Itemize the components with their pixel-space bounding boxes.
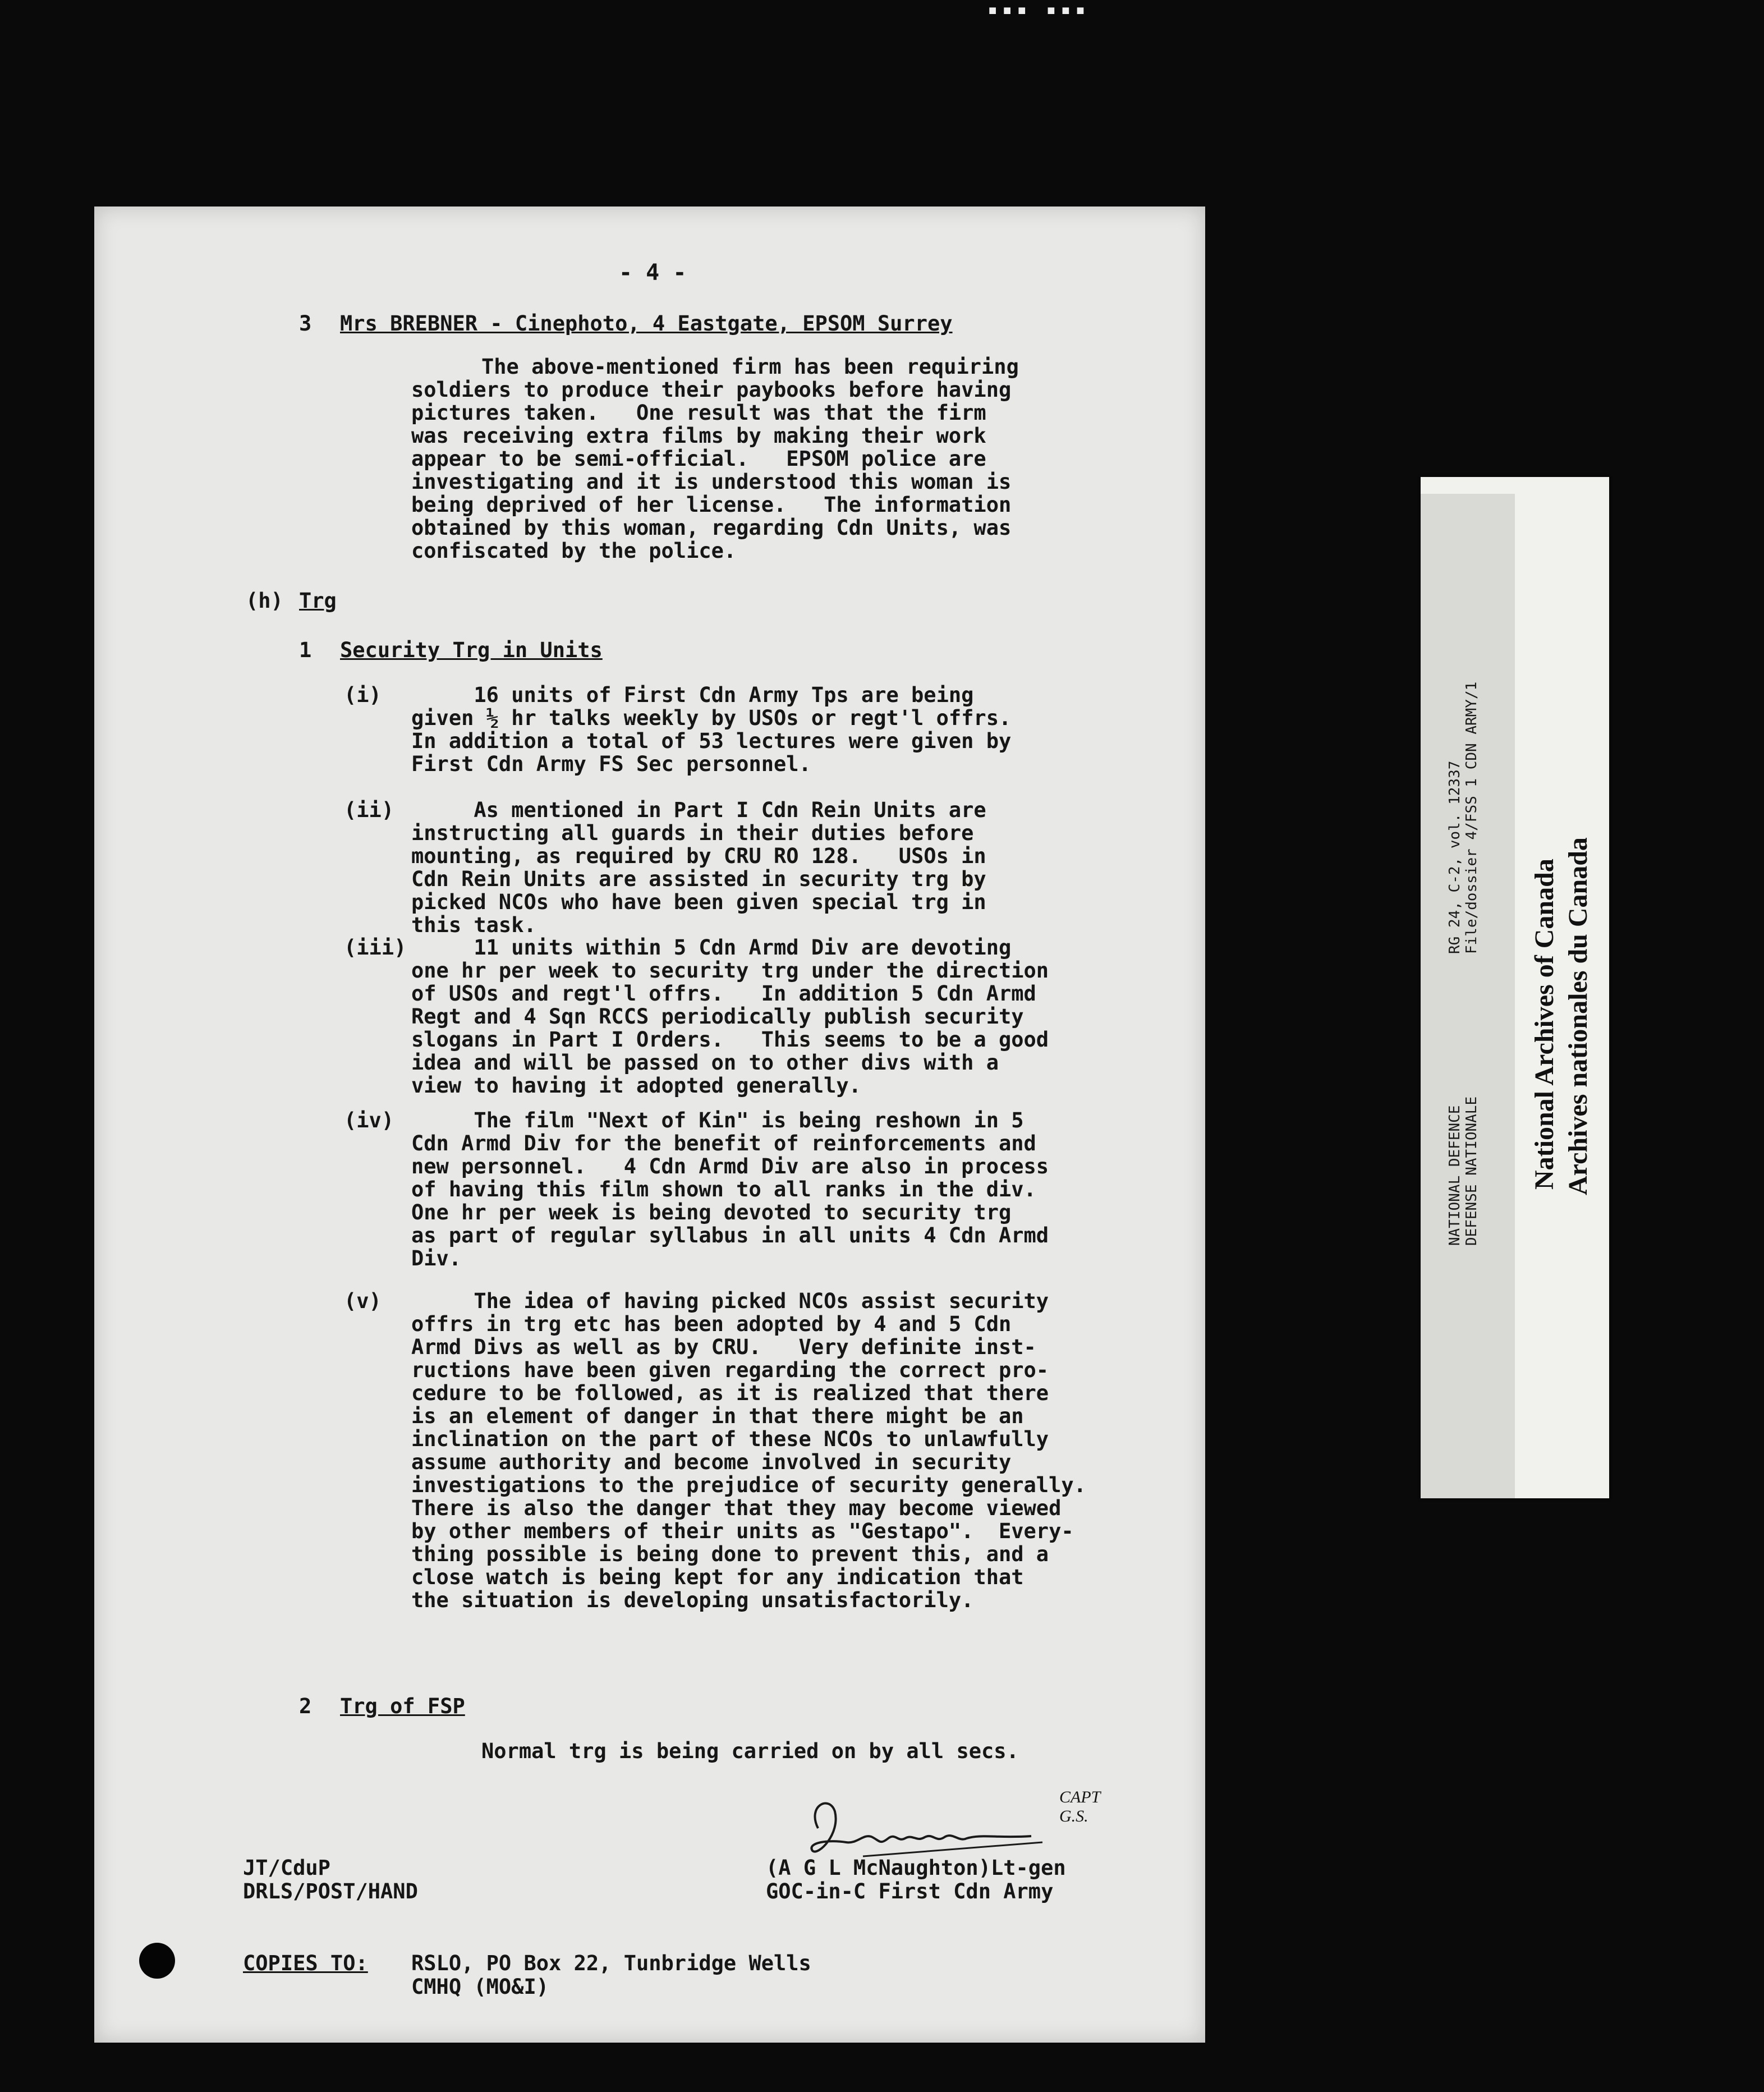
trg-item-line: One hr per week is being devoted to security trg: [411, 1200, 1012, 1224]
trg-item-line: as part of regular syllabus in all units 4 Cdn Armd: [411, 1223, 1049, 1247]
trg-item-line: of having this film shown to all ranks in the div.: [411, 1177, 1036, 1201]
trg-item-line: inclination on the part of these NCOs to unlawfully: [411, 1427, 1049, 1451]
copies-to-line-2: CMHQ (MO&I): [411, 1975, 549, 1999]
trg-item-line: cedure to be followed, as it is realized that there: [411, 1381, 1049, 1405]
trg-item-line: 16 units of First Cdn Army Tps are being: [411, 683, 974, 707]
trg-item-line: The idea of having picked NCOs assist security: [411, 1289, 1049, 1313]
trg-item-line: is an element of danger in that there might be an: [411, 1404, 1024, 1428]
trg-item-number: (i): [344, 683, 382, 707]
trg-item-line: In addition a total of 53 lectures were given by: [411, 729, 1012, 753]
archive-dept-line-2: DEFENSE NATIONALE: [1463, 1096, 1480, 1246]
trg-item-line: idea and will be passed on to other divs with a: [411, 1050, 999, 1075]
trg-item-line: Armd Divs as well as by CRU. Very definite inst-: [411, 1335, 1036, 1359]
section-h-label: (h): [246, 589, 283, 613]
section-3-number: 3: [299, 311, 312, 336]
section-3-body: [411, 355, 1019, 562]
archive-tab-strip: [1421, 494, 1515, 1498]
trg-item-line: given ½ hr talks weekly by USOs or regt'l offrs.: [411, 706, 1012, 730]
trg-item-line: the situation is developing unsatisfactorily.: [411, 1588, 974, 1612]
section-3-body-line: was receiving extra films by making their work: [411, 424, 986, 448]
archive-name-english: National Archives of Canada: [1529, 859, 1559, 1190]
trg-item-line: assume authority and become involved in security: [411, 1450, 1012, 1474]
signature-name-line: (A G L McNaughton)Lt-gen: [766, 1856, 1066, 1880]
signature-handwritten-title: CAPT G.S.: [1059, 1788, 1100, 1825]
section-3-body-line: investigating and it is understood this woman is: [411, 470, 1012, 494]
trg-item-line: There is also the danger that they may become viewed: [411, 1496, 1062, 1520]
archive-ref-line-2: File/dossier 4/FSS 1 CDN ARMY/1: [1463, 681, 1480, 954]
reference-dispatch: DRLS/POST/HAND: [243, 1879, 418, 1903]
trg-item-line: thing possible is being done to prevent this, and a: [411, 1542, 1049, 1566]
page-number: - 4 -: [619, 260, 687, 286]
document-page: [94, 207, 1205, 2043]
archive-name-french: Archives nationales du Canada: [1563, 837, 1593, 1195]
section-3-body-line: appear to be semi-official. EPSOM police are: [411, 447, 986, 471]
trg-item-line: investigations to the prejudice of security generally.: [411, 1473, 1086, 1497]
trg-item-line: As mentioned in Part I Cdn Rein Units are: [411, 798, 986, 822]
section-3-body-line: pictures taken. One result was that the firm: [411, 401, 986, 425]
trg-item-line: ructions have been given regarding the correct pro-: [411, 1358, 1049, 1382]
trg-item-body: [411, 936, 1049, 1097]
section-h-heading: Trg: [299, 589, 337, 613]
trg-item-body: [411, 683, 1011, 776]
subsection-2-heading: Trg of FSP: [340, 1694, 465, 1718]
trg-item-number: (iii): [344, 935, 407, 960]
subsection-2-number: 2: [299, 1694, 312, 1718]
section-3-body-line: confiscated by the police.: [411, 539, 737, 563]
trg-item-line: close watch is being kept for any indication that: [411, 1565, 1024, 1589]
copies-to-line-1: RSLO, PO Box 22, Tunbridge Wells: [411, 1951, 811, 1975]
trg-item-line: Div.: [411, 1246, 462, 1270]
trg-item-line: Cdn Armd Div for the benefit of reinforcements and: [411, 1131, 1036, 1155]
section-3-body-line: The above-mentioned firm has been requiring: [481, 355, 1019, 379]
trg-item-line: mounting, as required by CRU RO 128. USOs in: [411, 844, 986, 868]
top-edge-marks: ▪▪▪ ▪▪▪: [987, 0, 1090, 20]
punch-hole: [139, 1943, 175, 1979]
trg-item-line: First Cdn Army FS Sec personnel.: [411, 752, 811, 776]
trg-item-line: The film "Next of Kin" is being reshown in 5: [411, 1108, 1024, 1132]
section-3-heading: Mrs BREBNER - Cinephoto, 4 Eastgate, EPSOM Surrey: [340, 311, 953, 336]
trg-item-line: by other members of their units as "Gestapo". Every-: [411, 1519, 1074, 1543]
trg-item-body: [411, 1290, 1086, 1612]
trg-item-line: offrs in trg etc has been adopted by 4 and 5 Cdn: [411, 1312, 1012, 1336]
subsection-1-heading: Security Trg in Units: [340, 638, 603, 662]
trg-item-line: of USOs and regt'l offrs. In addition 5 Cdn Armd: [411, 981, 1036, 1006]
trg-item-line: Regt and 4 Sqn RCCS periodically publish security: [411, 1004, 1024, 1029]
trg-item-line: this task.: [411, 913, 536, 937]
archive-ref-line-1: RG 24, C-2, vol. 12337: [1446, 760, 1463, 954]
trg-item-line: Cdn Rein Units are assisted in security trg by: [411, 867, 986, 891]
archive-dept-line-1: NATIONAL DEFENCE: [1446, 1105, 1463, 1246]
section-3-body-line: soldiers to produce their paybooks before having: [411, 378, 1012, 402]
reference-initials: JT/CduP: [243, 1856, 330, 1880]
section-3-body-line: obtained by this woman, regarding Cdn Units, was: [411, 516, 1012, 540]
trg-item-body: [411, 1109, 1049, 1270]
trg-item-line: picked NCOs who have been given special trg in: [411, 890, 986, 914]
signature-title-line: GOC-in-C First Cdn Army: [766, 1879, 1054, 1903]
trg-item-number: (iv): [344, 1108, 394, 1132]
trg-item-number: (v): [344, 1289, 382, 1313]
subsection-2-body: Normal trg is being carried on by all secs.: [481, 1739, 1019, 1763]
trg-item-line: instructing all guards in their duties before: [411, 821, 974, 845]
trg-item-line: new personnel. 4 Cdn Armd Div are also in process: [411, 1154, 1049, 1178]
trg-item-body: [411, 799, 986, 937]
copies-to-label: COPIES TO:: [243, 1951, 368, 1975]
trg-item-line: slogans in Part I Orders. This seems to be a good: [411, 1027, 1049, 1052]
trg-item-line: 11 units within 5 Cdn Armd Div are devoting: [411, 935, 1012, 960]
trg-item-number: (ii): [344, 798, 394, 822]
subsection-1-number: 1: [299, 638, 312, 662]
trg-item-line: view to having it adopted generally.: [411, 1073, 861, 1098]
section-3-body-line: being deprived of her license. The information: [411, 493, 1012, 517]
trg-item-line: one hr per week to security trg under the direction: [411, 958, 1049, 983]
